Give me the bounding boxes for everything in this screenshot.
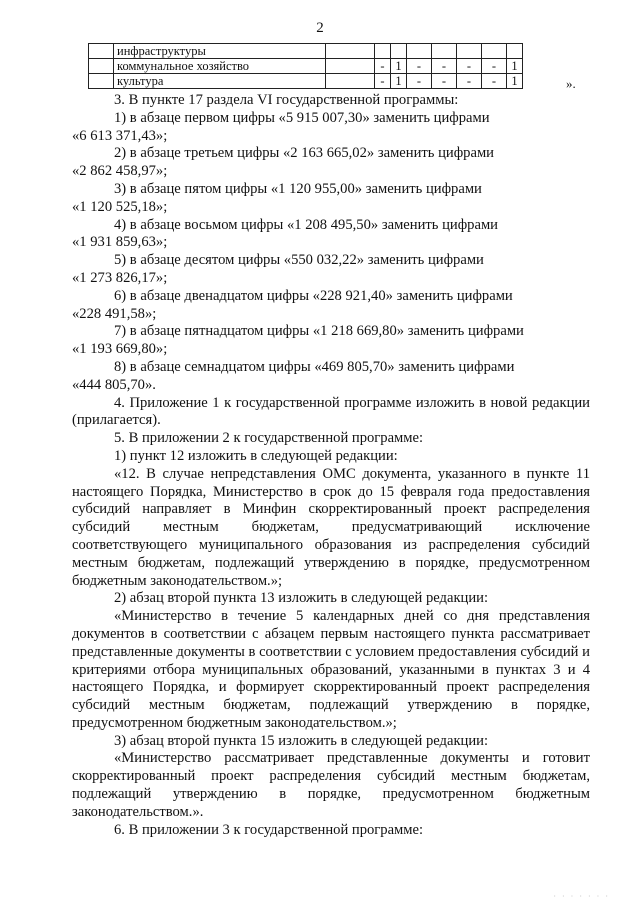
item-3-1-value: «6 613 371,43»; bbox=[72, 127, 168, 144]
item-3-7-value: «1 193 669,80»; bbox=[72, 341, 168, 358]
table-cell-value bbox=[482, 44, 507, 59]
table-row bbox=[89, 44, 523, 59]
item-3-4-line: 4) в абзаце восьмом цифры «1 208 495,50» заменить цифрами bbox=[114, 216, 498, 233]
table-cell-value bbox=[375, 44, 391, 59]
item-3-7-line: 7) в абзаце пятнадцатом цифры «1 218 669,80» заменить цифрами bbox=[114, 323, 524, 340]
item-5-2: 2) абзац второй пункта 13 изложить в следующей редакции: bbox=[114, 590, 489, 607]
continuation-table bbox=[88, 43, 523, 89]
table-cell-value bbox=[391, 44, 407, 59]
item-5-3-text: «Министерство рассматривает представленные документы и готовит скорректированный проект распределения субсидий местным бюджетам, подлежащий утверждению в порядке, предусмотренном бюджетным законодательством.». bbox=[72, 750, 590, 820]
item-5-1-text: «12. В случае непредставления ОМС документа, указанного в пункте 11 настоящего Порядка, Министерство в срок до 15 февраля года предоставления субсидий направляет в Минфин скорректированный проект распределения субсидий местным бюджетам, предусматривающий исключение соответствующего муниципального образования из распределения субсидий местным бюджетам, подлежащий утверждению в порядке, предусмотренном бюджетным законодательством.»; bbox=[72, 465, 590, 589]
item-3-intro: 3. В пункте 17 раздела VI государственной программы: bbox=[114, 92, 459, 108]
table-closing-quote: ». bbox=[566, 76, 576, 91]
item-5-1: 1) пункт 12 изложить в следующей редакции: bbox=[114, 447, 398, 464]
table-cell-value bbox=[407, 44, 432, 59]
table-cell-value: - bbox=[432, 74, 457, 89]
document-body bbox=[72, 92, 590, 839]
item-3-2-line: 2) в абзаце третьем цифры «2 163 665,02» заменить цифрами bbox=[114, 145, 494, 162]
table-cell-value bbox=[457, 44, 482, 59]
item-5-intro: 5. В приложении 2 к государственной программе: bbox=[114, 430, 424, 447]
table-cell-value: 1 bbox=[507, 74, 523, 89]
table-row bbox=[89, 59, 523, 74]
table-cell-value: - bbox=[375, 59, 391, 74]
item-3-8-line: 8) в абзаце семнадцатом цифры «469 805,70» заменить цифрами bbox=[114, 358, 515, 375]
item-3-8-value: «444 805,70». bbox=[72, 376, 156, 393]
table-row bbox=[89, 74, 523, 89]
item-4: 4. Приложение 1 к государственной программе изложить в новой редакции (прилагается). bbox=[72, 394, 590, 429]
table-cell-name: коммунальное хозяйство bbox=[114, 59, 326, 74]
table-cell-value: 1 bbox=[391, 74, 407, 89]
item-3-1-line: 1) в абзаце первом цифры «5 915 007,30» заменить цифрами bbox=[114, 109, 490, 126]
item-3-6-value: «228 491,58»; bbox=[72, 305, 157, 322]
item-3-3-line: 3) в абзаце пятом цифры «1 120 955,00» заменить цифрами bbox=[114, 180, 482, 197]
scan-footer-mark: · · · · · · · bbox=[553, 892, 610, 901]
item-3-2-value: «2 862 458,97»; bbox=[72, 163, 168, 180]
item-3-3-value: «1 120 525,18»; bbox=[72, 198, 168, 215]
table-cell-number bbox=[89, 44, 114, 59]
table-cell-name: инфраструктуры bbox=[114, 44, 326, 59]
table-cell-value: 1 bbox=[507, 59, 523, 74]
table-cell-blank bbox=[326, 74, 375, 89]
table-cell-blank bbox=[326, 59, 375, 74]
item-5-2-text: «Министерство в течение 5 календарных дней со дня представления документов в соответствии с абзацем первым настоящего пункта рассматривает представленные документы в соответствии с условием предоставления субсидий и критериями отбора муниципальных образований, указанными в пунктах 3 и 4 настоящего Порядка, и формирует скорректированный проект распределения субсидий местным бюджетам, подлежащий утверждению в порядке, предусмотренном бюджетным законодательством.»; bbox=[72, 608, 590, 731]
item-5-3: 3) абзац второй пункта 15 изложить в следующей редакции: bbox=[114, 732, 489, 749]
table-cell-value: - bbox=[457, 74, 482, 89]
table-cell-value: - bbox=[407, 74, 432, 89]
table-cell-value: - bbox=[482, 59, 507, 74]
table-cell-value: - bbox=[432, 59, 457, 74]
item-6: 6. В приложении 3 к государственной программе: bbox=[114, 821, 424, 838]
table-cell-value bbox=[507, 44, 523, 59]
table-cell-value: - bbox=[375, 74, 391, 89]
page-number: 2 bbox=[316, 20, 324, 36]
table-cell-value bbox=[432, 44, 457, 59]
table-cell-number bbox=[89, 74, 114, 89]
item-3-5-line: 5) в абзаце десятом цифры «550 032,22» заменить цифрами bbox=[114, 252, 484, 269]
table-cell-value: - bbox=[407, 59, 432, 74]
table-cell-name: культура bbox=[114, 74, 326, 89]
table-cell-value: - bbox=[457, 59, 482, 74]
item-3-4-value: «1 931 859,63»; bbox=[72, 234, 168, 251]
table-cell-value: 1 bbox=[391, 59, 407, 74]
item-3-5-value: «1 273 826,17»; bbox=[72, 269, 168, 286]
table-cell-blank bbox=[326, 44, 375, 59]
table-cell-value: - bbox=[482, 74, 507, 89]
item-3-6-line: 6) в абзаце двенадцатом цифры «228 921,40» заменить цифрами bbox=[114, 287, 513, 304]
table-cell-number bbox=[89, 59, 114, 74]
